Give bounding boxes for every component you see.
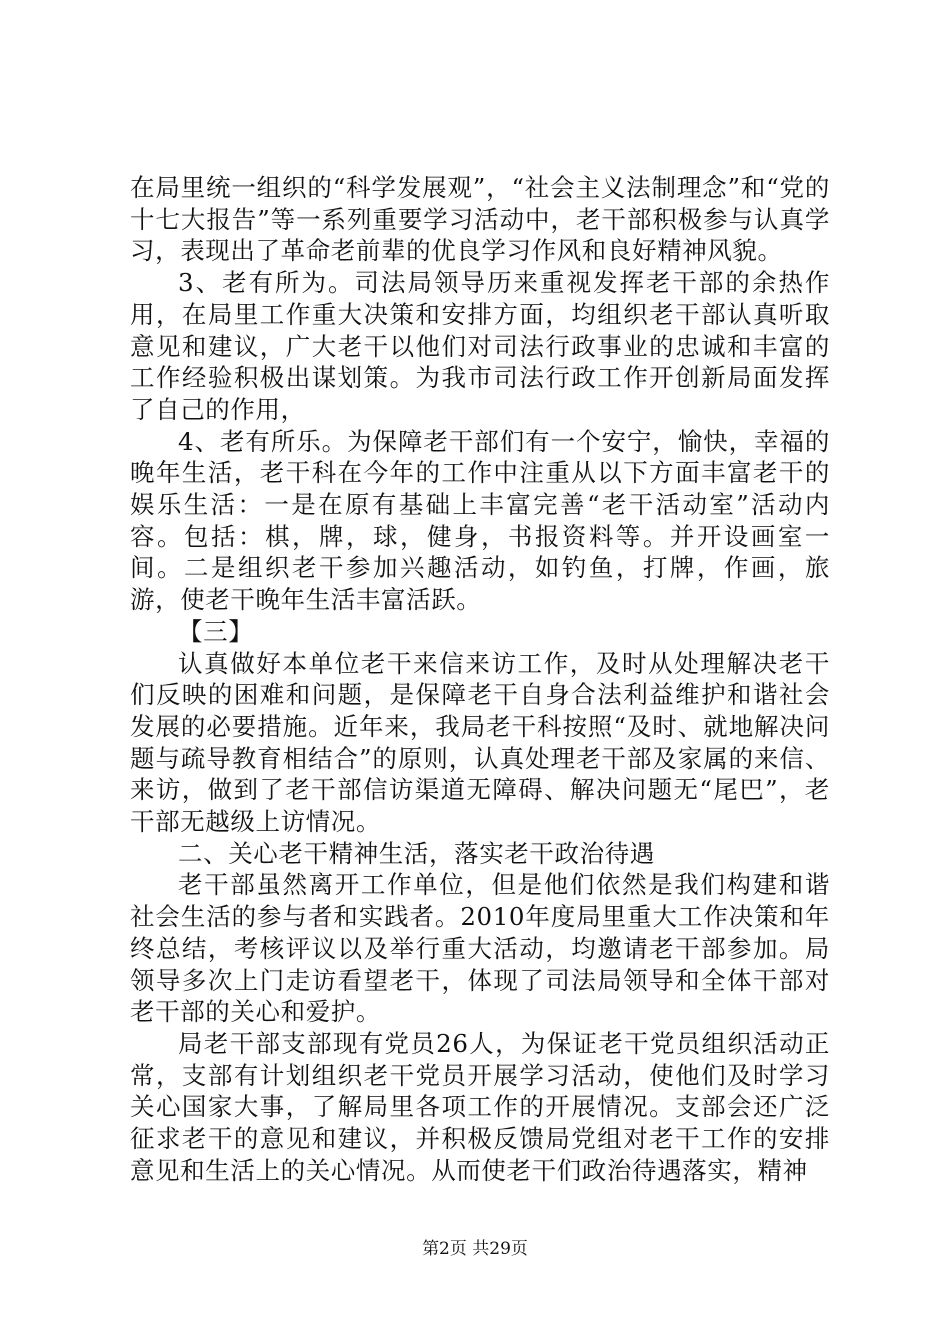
- paragraph-social-participation: 老干部虽然离开工作单位，但是他们依然是我们构建和谐社会生活的参与者和实践者。2010年度局里重大工作决策和年终总结，考核评议以及举行重大活动，均邀请老干部参加。局领导多次上门走访看望老干，体现了司法局领导和全体干部对老干部的关心和爱护。: [130, 870, 830, 1027]
- paragraph-lao-you-suo-le: 4、老有所乐。为保障老干部们有一个安宁，愉快，幸福的晚年生活，老干科在今年的工作中注重从以下方面丰富老干的娱乐生活：一是在原有基础上丰富完善“老干活动室”活动内容。包括：棋，牌，球，健身，书报资料等。并开设画室一间。二是组织老干参加兴趣活动，如钓鱼，打牌，作画，旅游，使老干晚年生活丰富活跃。: [130, 426, 830, 615]
- paragraph-letters-visits: 认真做好本单位老干来信来访工作，及时从处理解决老干们反映的困难和问题，是保障老干自身合法利益维护和谐社会发展的必要措施。近年来，我局老干科按照“及时、就地解决问题与疏导教育相结合”的原则，认真处理老干部及家属的来信、来访，做到了老干部信访渠道无障碍、解决问题无“尾巴”，老干部无越级上访情况。: [130, 648, 830, 837]
- section-marker-three: 【三】: [178, 616, 254, 646]
- paragraph-lao-you-suo-wei: 3、老有所为。司法局领导历来重视发挥老干部的余热作用，在局里工作重大决策和安排方面，均组织老干部认真听取意见和建议，广大老干以他们对司法行政事业的忠诚和丰富的工作经验积极出谋划策。为我市司法行政工作开创新局面发挥了自己的作用，: [130, 268, 830, 424]
- document-body: [130, 172, 830, 1187]
- section-heading-political-treatment: 二、关心老干精神生活，落实老干政治待遇: [178, 838, 655, 868]
- paragraph-party-branch: 局老干部支部现有党员26人，为保证老干党员组织活动正常，支部有计划组织老干党员开展学习活动，使他们及时学习关心国家大事，了解局里各项工作的开展情况。支部会还广泛征求老干的意见和建议，并积极反馈局党组对老干工作的安排意见和生活上的关心情况。从而使老干们政治待遇落实，精神: [130, 1028, 830, 1185]
- page-number-footer: 第2页 共29页: [422, 1239, 528, 1259]
- paragraph-study-activities: 在局里统一组织的“科学发展观”，“社会主义法制理念”和“党的十七大报告”等一系列重要学习活动中，老干部积极参与认真学习，表现出了革命老前辈的优良学习作风和良好精神风貌。: [130, 173, 830, 266]
